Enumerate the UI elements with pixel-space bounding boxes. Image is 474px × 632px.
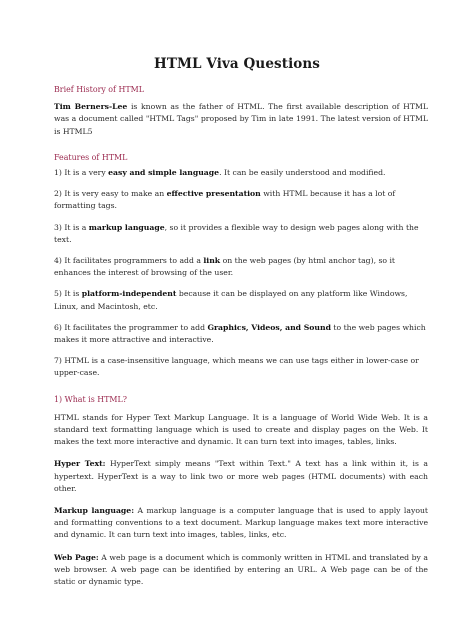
- feature-text: 5) It is: [54, 289, 82, 299]
- feature-item-4: [54, 255, 428, 279]
- feature-text: on the web pages (by html anchor tag), so it enhances the interest of browsing of the user.: [54, 256, 396, 278]
- feature-bold: Graphics, Videos, and Sound: [207, 322, 331, 332]
- hypertext-text: HyperText simply means "Text within Text." A text has a link within it, is a hypertext. HyperText is a way to link two or more web pages (HTML documents) with each other.: [54, 459, 428, 493]
- feature-text: 7) HTML is a case-insensitive language, which means we can use tags either in lower-case or upper-case.: [54, 356, 419, 378]
- feature-bold: link: [203, 256, 221, 266]
- feature-text: 6) It facilitates the programmer to add: [54, 322, 208, 332]
- markup-paragraph: [54, 505, 428, 542]
- feature-text: with HTML because it has a lot of formatting tags.: [54, 189, 396, 211]
- hypertext-term: Hyper Text:: [54, 459, 106, 469]
- document-body: [54, 84, 428, 588]
- history-text: is known as the father of HTML. The first available description of HTML was a document called "HTML Tags" proposed by Tim in late 1991. The latest version of HTML is HTML5: [54, 102, 428, 136]
- feature-item-1: [54, 167, 428, 179]
- markup-text: A markup language is a computer language that is used to apply layout and formatting conventions to a text document. Markup language makes text more interactive and dynamic. It can turn text into images, tables, links, etc.: [54, 506, 428, 540]
- question-1-answer: HTML stands for Hyper Text Markup Language. It is a language of World Wide Web. It is a standard text formatting language which is used to create and display pages on the Web. It makes the text more interactive and dynamic. It can turn text into images, tables, links.: [54, 412, 428, 447]
- webpage-paragraph: [54, 552, 428, 589]
- feature-bold: platform-independent: [81, 289, 177, 299]
- feature-item-5: [54, 288, 428, 312]
- feature-text: 1) It is a very: [54, 168, 109, 178]
- feature-text: 2) It is very easy to make an: [54, 189, 167, 199]
- history-paragraph: [54, 101, 428, 138]
- history-bold: Tim Berners-Lee: [54, 102, 128, 112]
- feature-text: to the web pages which makes it more attractive and interactive.: [54, 322, 426, 345]
- page-title: HTML Viva Questions: [153, 56, 321, 72]
- feature-item-2: [54, 188, 428, 212]
- hypertext-paragraph: [54, 458, 428, 495]
- feature-bold: markup language: [88, 222, 165, 232]
- history-heading: Brief History of HTML: [54, 85, 144, 94]
- feature-text: , so it provides a flexible way to design web pages along with the text.: [54, 222, 419, 244]
- question-1-heading: 1) What is HTML?: [54, 394, 127, 404]
- webpage-text: A web page is a document which is commonly written in HTML and translated by a web browser. A web page can be identified by entering an URL. A Web page can be of the static or dynamic type.: [54, 552, 429, 587]
- feature-text: . It can be easily understood and modified.: [219, 168, 386, 178]
- features-heading: Features of HTML: [54, 152, 128, 162]
- feature-item-6: [54, 322, 428, 346]
- feature-item-7: [54, 355, 428, 379]
- feature-item-3: [54, 222, 428, 246]
- feature-text: because it can be displayed on any platform like Windows, Linux, and Macintosh, etc.: [54, 289, 408, 311]
- feature-text: 4) It facilitates programmers to add a: [54, 256, 204, 266]
- feature-text: 3) It is a: [54, 222, 89, 232]
- markup-term: Markup language:: [54, 506, 135, 516]
- webpage-term: Web Page:: [54, 552, 99, 562]
- feature-bold: effective presentation: [166, 189, 261, 199]
- feature-bold: easy and simple language: [108, 168, 220, 178]
